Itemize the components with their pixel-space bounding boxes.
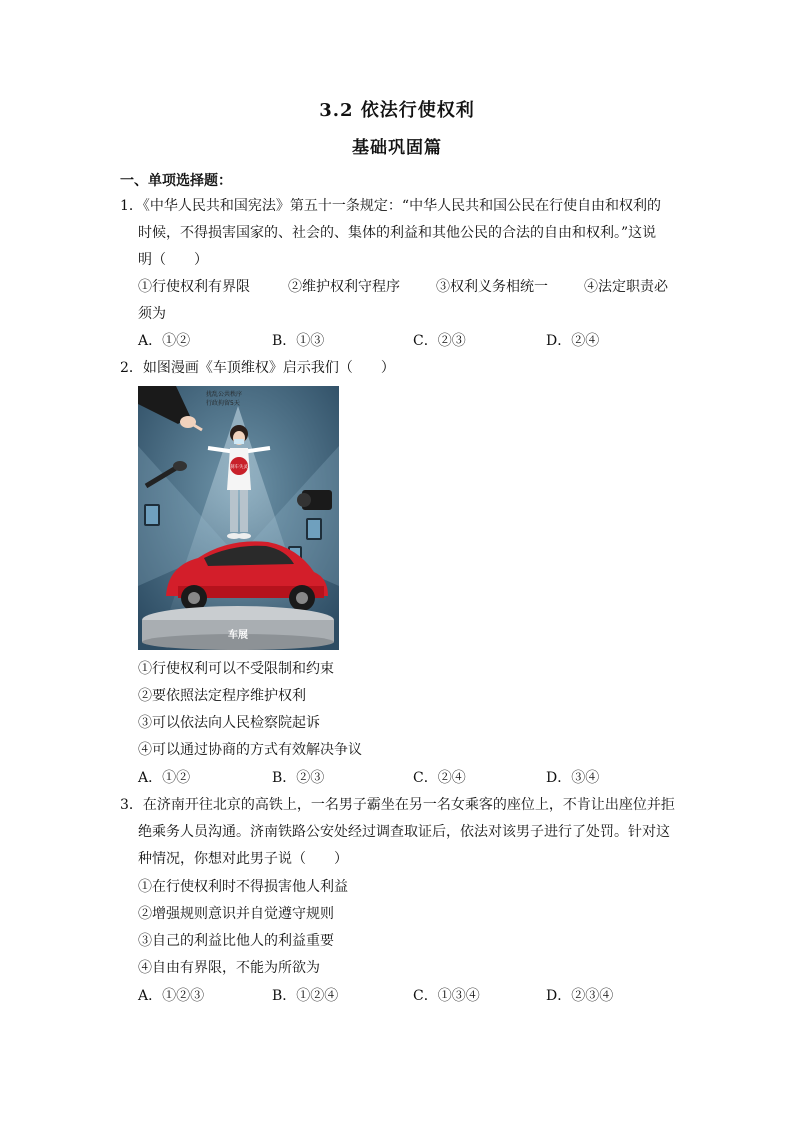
statement: ①在行使权利时不得损害他人利益 (138, 879, 348, 895)
question-stem-line: 1．《中华人民共和国宪法》第五十一条规定：“中华人民共和国公民在行使自由和权利的 (120, 198, 662, 214)
option-d[interactable]: D．③④ (546, 770, 600, 786)
option-c[interactable]: C．②③ (413, 333, 466, 349)
question-stem-line: 2．如图漫画《车顶维权》启示我们（ ） (120, 360, 395, 376)
statement: ④可以通过协商的方式有效解决争议 (138, 742, 362, 758)
document-title: 3.2 依法行使权利 (319, 100, 475, 121)
option-b[interactable]: B．②③ (272, 770, 325, 786)
phone-icon (306, 518, 322, 540)
cartoon-image (138, 386, 339, 650)
statement: ③可以依法向人民检察院起诉 (138, 715, 320, 731)
statement: ①行使权利有界限 (138, 279, 250, 295)
statement: ②增强规则意识并自觉遵守规则 (138, 906, 334, 922)
statement: ③权利义务相统一 (436, 279, 548, 295)
option-a[interactable]: A．①② (138, 333, 191, 349)
statement-wrap: 须为 (138, 306, 166, 322)
question-stem-line: 种情况，你想对此男子说（ ） (138, 851, 348, 867)
document-subtitle: 基础巩固篇 (352, 138, 442, 158)
question-stem-line: 明（ ） (138, 252, 208, 268)
option-b[interactable]: B．①③ (272, 333, 325, 349)
statement: ②维护权利守程序 (288, 279, 400, 295)
option-d[interactable]: D．②③④ (546, 988, 614, 1004)
option-c[interactable]: C．②④ (413, 770, 466, 786)
stage-label: 车展 (228, 630, 248, 641)
question-stem-line: 3．在济南开往北京的高铁上，一名男子霸坐在另一名女乘客的座位上，不肯让出座位并拒 (120, 797, 675, 813)
statement: ①行使权利可以不受限制和约束 (138, 661, 334, 677)
question-stem-line: 绝乘务人员沟通。济南铁路公安处经过调查取证后，依法对该男子进行了处罚。针对这 (138, 824, 670, 840)
sign-text: 行政拘留5天 (206, 400, 240, 407)
option-b[interactable]: B．①②④ (272, 988, 339, 1004)
statement: ②要依照法定程序维护权利 (138, 688, 306, 704)
option-d[interactable]: D．②④ (546, 333, 600, 349)
option-a[interactable]: A．①②③ (138, 988, 205, 1004)
camera-icon (297, 490, 332, 510)
statement: ③自己的利益比他人的利益重要 (138, 933, 334, 949)
phone-icon (144, 504, 160, 526)
option-c[interactable]: C．①③④ (413, 988, 480, 1004)
statement: ④自由有界限，不能为所欲为 (138, 960, 320, 976)
statement: ④法定职责必 (584, 279, 668, 295)
shirt-text: 刹车失灵 (230, 465, 248, 470)
sign-text: 扰乱公共秩序 (206, 391, 243, 398)
section-heading: 一、单项选择题： (120, 173, 232, 189)
exhibition-stage (142, 606, 334, 650)
option-a[interactable]: A．①② (138, 770, 191, 786)
question-stem-line: 时候，不得损害国家的、社会的、集体的利益和其他公民的合法的自由和权利。”这说 (138, 225, 657, 241)
